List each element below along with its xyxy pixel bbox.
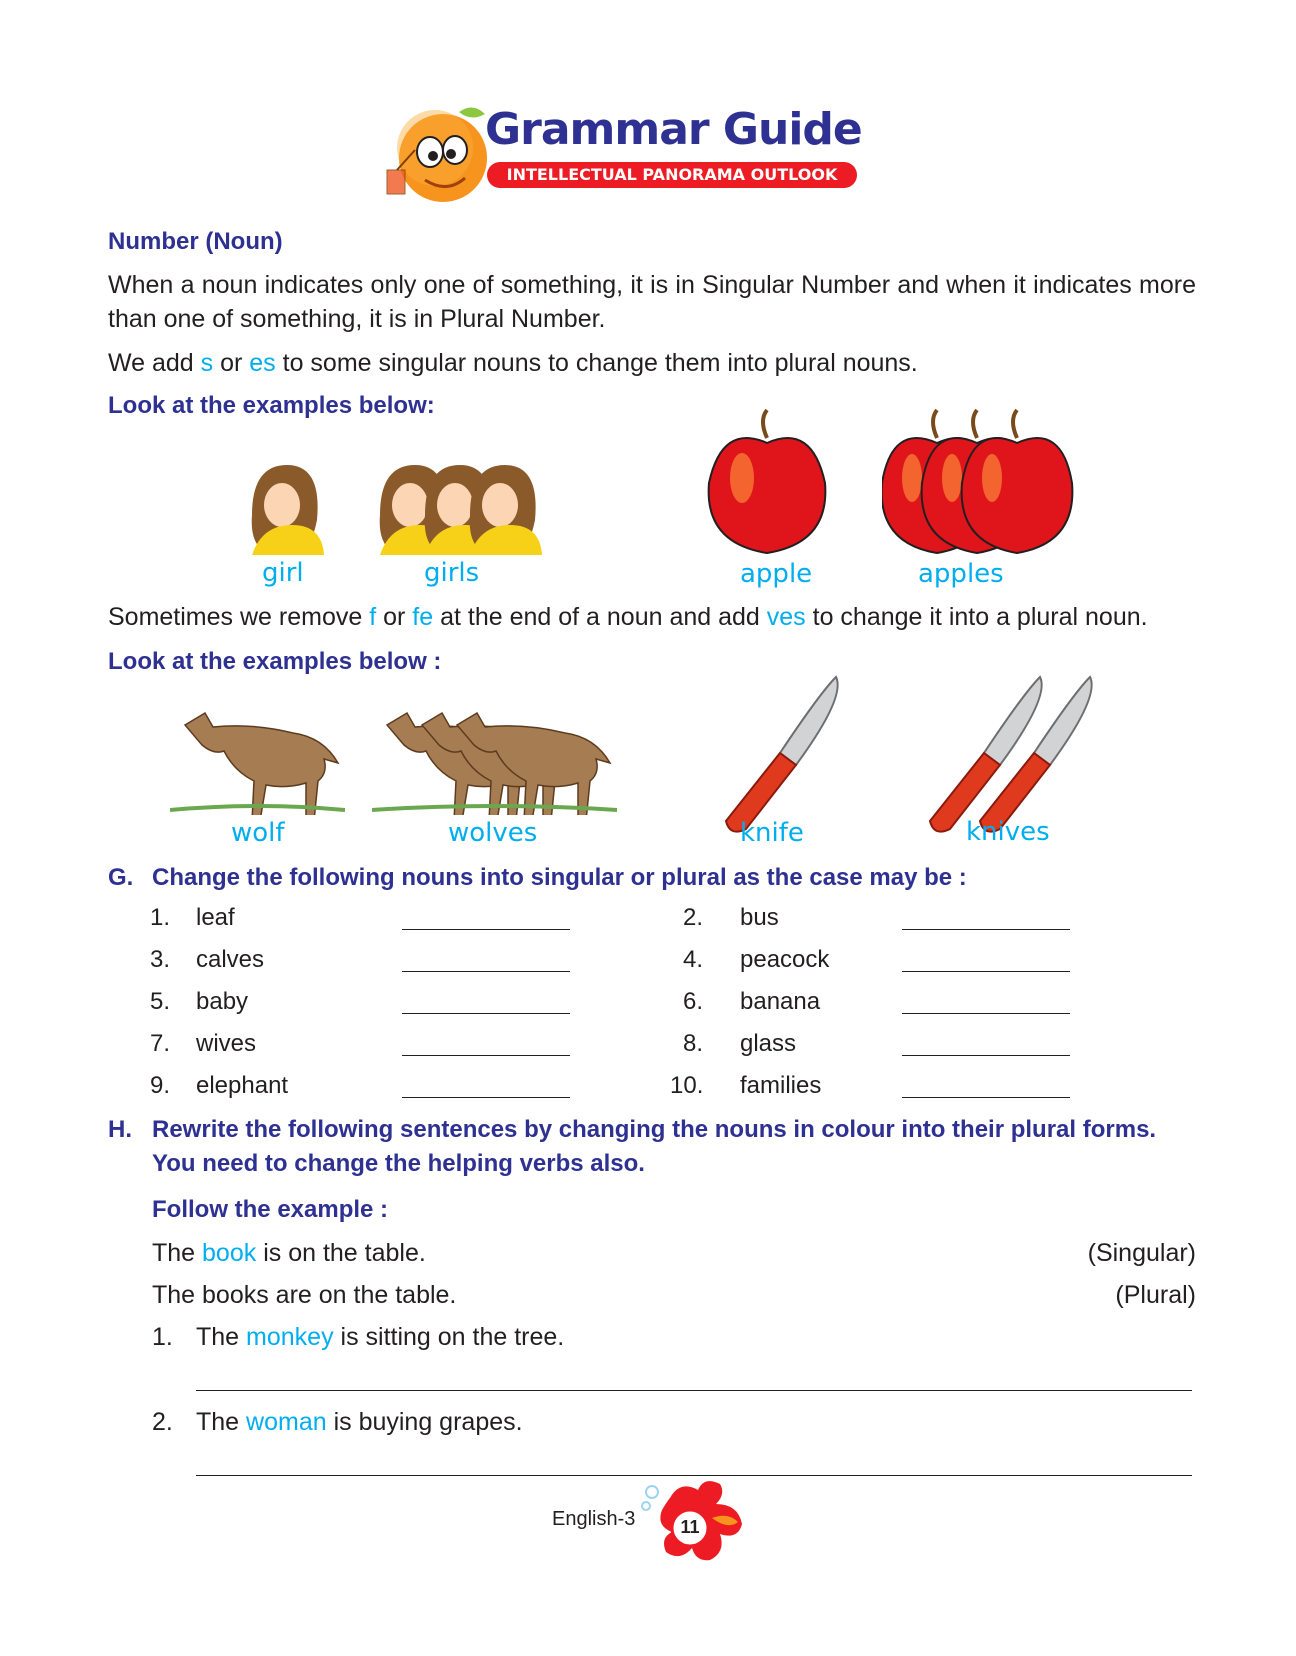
list-item <box>683 904 703 932</box>
look-examples-heading-2: Look at the examples below : <box>108 648 442 675</box>
section-heading: Number (Noun) <box>108 228 283 255</box>
text: The <box>196 1323 247 1351</box>
list-item <box>150 904 170 932</box>
question-1-number: 1. <box>152 1323 173 1351</box>
list-item <box>150 1072 170 1100</box>
list-item <box>670 1072 703 1100</box>
caption-girls: girls <box>424 558 480 588</box>
item-number: 3. <box>150 946 171 973</box>
list-item-word: baby <box>196 988 249 1015</box>
caption-knife: knife <box>740 818 804 848</box>
item-number: 4. <box>683 946 704 973</box>
text: or <box>376 603 413 631</box>
orange-mascot-icon <box>385 100 495 210</box>
list-item <box>150 988 170 1016</box>
list-item <box>683 946 703 974</box>
list-item <box>150 1030 170 1058</box>
answer-blank[interactable] <box>402 971 570 972</box>
item-number: 7. <box>150 1030 171 1057</box>
add-s-es-paragraph <box>108 346 918 380</box>
item-number: 1. <box>150 904 171 931</box>
noun-highlight: book <box>202 1239 257 1267</box>
list-item-word: banana <box>740 988 821 1015</box>
ves-paragraph <box>108 600 1148 634</box>
text: The <box>196 1408 247 1436</box>
text: We add <box>108 349 201 377</box>
text: at the end of a noun and add <box>433 603 767 631</box>
exercise-g-letter: G. <box>108 864 134 891</box>
answer-blank[interactable] <box>902 971 1070 972</box>
answer-blank[interactable] <box>902 1097 1070 1098</box>
item-number: 5. <box>150 988 171 1015</box>
item-number: 6. <box>683 988 704 1015</box>
noun-highlight: monkey <box>246 1323 334 1351</box>
text: The <box>152 1239 203 1267</box>
follow-example-heading: Follow the example : <box>152 1196 389 1223</box>
answer-blank[interactable] <box>402 1055 570 1056</box>
apples-illustration <box>882 408 1082 558</box>
caption-girl: girl <box>262 558 304 588</box>
list-item <box>683 988 703 1016</box>
text: to some singular nouns to change them into plural nouns. <box>275 349 918 377</box>
keyword-ves: ves <box>766 603 806 631</box>
caption-apple: apple <box>740 559 813 589</box>
list-item-word: families <box>740 1072 822 1099</box>
answer-blank[interactable] <box>902 929 1070 930</box>
answer-blank[interactable] <box>402 929 570 930</box>
question-2-number: 2. <box>152 1408 173 1436</box>
item-number: 9. <box>150 1072 171 1099</box>
caption-wolf: wolf <box>231 818 285 848</box>
keyword-es: es <box>249 349 276 377</box>
girls-illustration <box>372 455 542 555</box>
text: to change it into a plural noun. <box>805 603 1148 631</box>
wolf-illustration <box>170 705 345 815</box>
text: or <box>213 349 250 377</box>
exercise-h-instruction-line2: You need to change the helping verbs also. <box>152 1150 645 1177</box>
keyword-fe: fe <box>412 603 434 631</box>
item-number: 8. <box>683 1030 704 1057</box>
answer-blank[interactable] <box>902 1013 1070 1014</box>
list-item-word: bus <box>740 904 779 931</box>
caption-apples: apples <box>918 559 1004 589</box>
text: is on the table. <box>256 1239 426 1267</box>
logo-title: Grammar Guide <box>485 104 862 155</box>
text: Sometimes we remove <box>108 603 370 631</box>
list-item-word: wives <box>196 1030 257 1057</box>
list-item <box>683 1030 703 1058</box>
text: is sitting on the tree. <box>333 1323 565 1351</box>
wolves-illustration <box>372 705 617 815</box>
keyword-f: f <box>369 603 377 631</box>
exercise-h-instruction-line1: Rewrite the following sentences by changing the nouns in colour into their plural forms. <box>152 1116 1157 1143</box>
list-item-word: glass <box>740 1030 797 1057</box>
answer-blank[interactable] <box>402 1097 570 1098</box>
caption-knives: knives <box>966 817 1050 847</box>
page-number: 11 <box>680 1517 700 1537</box>
list-item <box>150 946 170 974</box>
noun-highlight: woman <box>246 1408 327 1436</box>
footer-book-label: English-3 <box>552 1508 636 1530</box>
question-2-sentence <box>196 1405 523 1439</box>
example-singular-sentence <box>152 1236 426 1270</box>
girl-illustration <box>232 455 332 555</box>
item-number: 2. <box>683 904 704 931</box>
answer-line[interactable] <box>196 1475 1192 1476</box>
item-number: 10. <box>670 1072 704 1099</box>
answer-blank[interactable] <box>402 1013 570 1014</box>
text: is buying grapes. <box>326 1408 523 1436</box>
apple-illustration <box>702 408 832 558</box>
exercise-h-letter: H. <box>108 1116 132 1143</box>
question-1-sentence <box>196 1320 564 1354</box>
list-item-word: leaf <box>196 904 235 931</box>
plural-tag: (Plural) <box>1115 1281 1196 1309</box>
logo-subtitle: INTELLECTUAL PANORAMA OUTLOOK <box>506 165 838 184</box>
knife-illustration <box>718 675 848 835</box>
look-examples-heading-1: Look at the examples below: <box>108 392 435 419</box>
list-item-word: peacock <box>740 946 830 973</box>
answer-blank[interactable] <box>902 1055 1070 1056</box>
knives-illustration <box>922 675 1102 835</box>
logo <box>385 100 905 210</box>
example-plural-sentence: The books are on the table. <box>152 1281 457 1309</box>
exercise-g-instruction: Change the following nouns into singular or plural as the case may be : <box>152 864 967 891</box>
logo-subtitle-banner <box>487 162 857 188</box>
keyword-s: s <box>200 349 214 377</box>
list-item-word: elephant <box>196 1072 289 1099</box>
caption-wolves: wolves <box>448 818 538 848</box>
answer-line[interactable] <box>196 1390 1192 1391</box>
singular-tag: (Singular) <box>1087 1239 1196 1267</box>
list-item-word: calves <box>196 946 265 973</box>
intro-paragraph: When a noun indicates only one of something, it is in Singular Number and when it indicates more than one of something, it is in Plural Number. <box>108 271 1196 333</box>
